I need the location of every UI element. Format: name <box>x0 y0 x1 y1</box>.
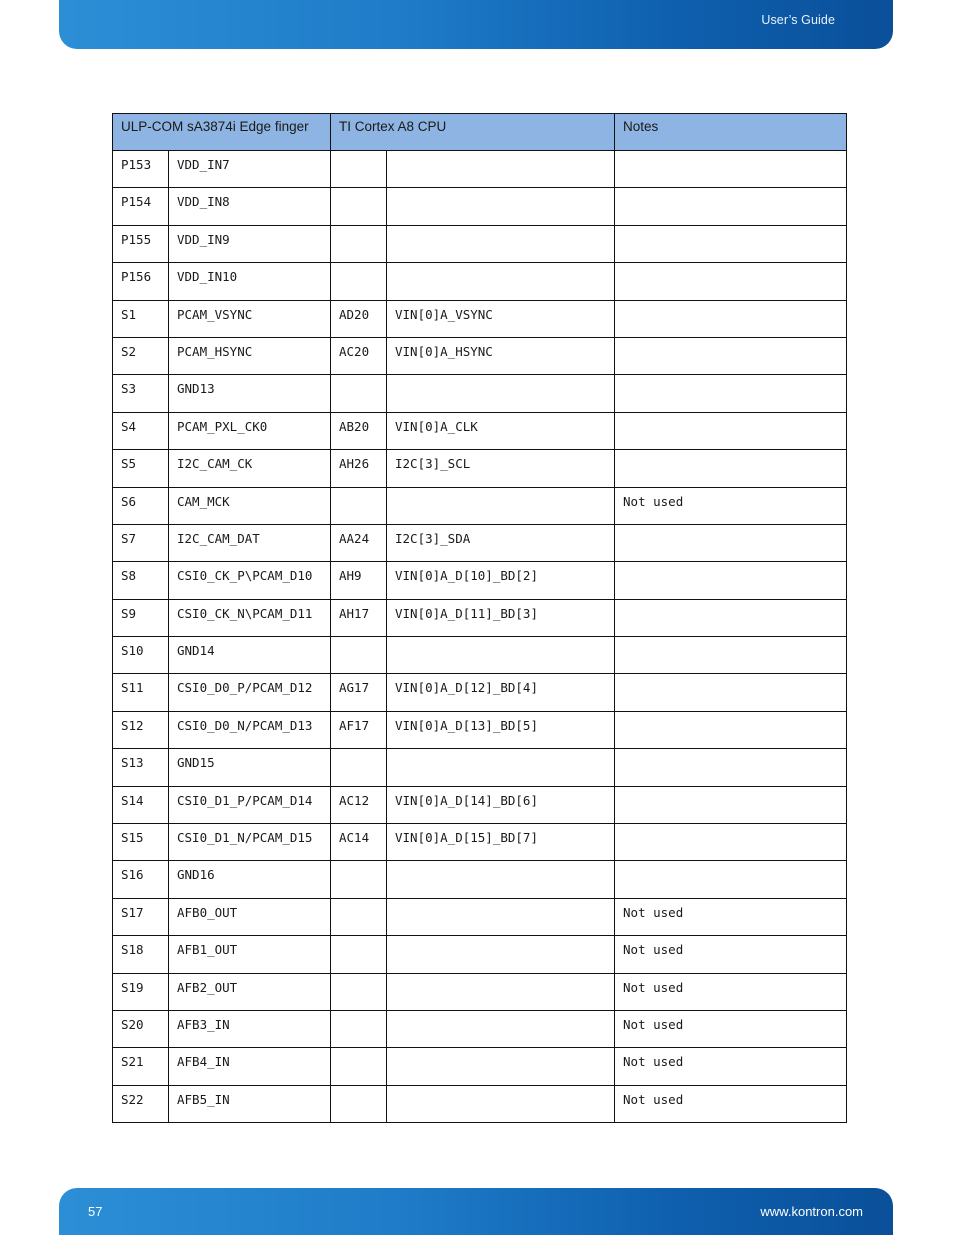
cell-notes: Not used <box>615 487 847 524</box>
cell-pin: S14 <box>113 786 169 823</box>
cell-notes: Not used <box>615 973 847 1010</box>
cell-signal: I2C_CAM_CK <box>169 450 331 487</box>
cell-cpu-ball <box>331 898 387 935</box>
cell-cpu-ball: AG17 <box>331 674 387 711</box>
cell-cpu-ball <box>331 375 387 412</box>
cell-cpu-ball <box>331 861 387 898</box>
cell-notes <box>615 412 847 449</box>
cell-notes <box>615 637 847 674</box>
cell-cpu-signal <box>387 861 615 898</box>
cell-signal: AFB3_IN <box>169 1010 331 1047</box>
table-body <box>113 151 847 1123</box>
table-row <box>113 786 847 823</box>
cell-notes: Not used <box>615 1010 847 1047</box>
table-row <box>113 524 847 561</box>
header-banner <box>59 0 893 49</box>
table-row <box>113 637 847 674</box>
cell-signal: GND16 <box>169 861 331 898</box>
cell-cpu-ball: AH9 <box>331 562 387 599</box>
cell-cpu-ball: AB20 <box>331 412 387 449</box>
table-row <box>113 562 847 599</box>
table-row <box>113 151 847 188</box>
cell-pin: S6 <box>113 487 169 524</box>
cell-signal: PCAM_VSYNC <box>169 300 331 337</box>
cell-cpu-signal: I2C[3]_SDA <box>387 524 615 561</box>
table-header-row <box>113 114 847 151</box>
cell-signal: CSI0_D1_N/PCAM_D15 <box>169 824 331 861</box>
website-link[interactable]: www.kontron.com <box>760 1204 863 1219</box>
table-row <box>113 450 847 487</box>
cell-pin: S4 <box>113 412 169 449</box>
cell-notes <box>615 711 847 748</box>
cell-notes <box>615 375 847 412</box>
cell-signal: AFB2_OUT <box>169 973 331 1010</box>
cell-cpu-signal <box>387 637 615 674</box>
cell-pin: S9 <box>113 599 169 636</box>
cell-cpu-signal <box>387 487 615 524</box>
cell-cpu-signal <box>387 151 615 188</box>
cell-cpu-ball <box>331 151 387 188</box>
cell-pin: P155 <box>113 225 169 262</box>
cell-signal: CSI0_D0_P/PCAM_D12 <box>169 674 331 711</box>
cell-signal: CSI0_CK_N\PCAM_D11 <box>169 599 331 636</box>
cell-notes <box>615 337 847 374</box>
cell-notes: Not used <box>615 1085 847 1122</box>
cell-cpu-signal <box>387 1085 615 1122</box>
cell-cpu-ball <box>331 973 387 1010</box>
cell-cpu-signal <box>387 749 615 786</box>
cell-signal: PCAM_HSYNC <box>169 337 331 374</box>
cell-pin: P154 <box>113 188 169 225</box>
cell-cpu-signal: VIN[0]A_VSYNC <box>387 300 615 337</box>
table-row <box>113 936 847 973</box>
cell-cpu-ball: AF17 <box>331 711 387 748</box>
cell-pin: P153 <box>113 151 169 188</box>
page-number: 57 <box>88 1204 103 1219</box>
cell-cpu-signal <box>387 375 615 412</box>
cell-cpu-signal <box>387 973 615 1010</box>
cell-pin: S15 <box>113 824 169 861</box>
cell-cpu-signal <box>387 898 615 935</box>
cell-pin: S16 <box>113 861 169 898</box>
table-row <box>113 674 847 711</box>
cell-cpu-ball <box>331 225 387 262</box>
cell-notes <box>615 562 847 599</box>
document-type-label: User’s Guide <box>761 13 835 27</box>
footer-banner <box>59 1188 893 1235</box>
cell-notes <box>615 225 847 262</box>
cell-pin: S5 <box>113 450 169 487</box>
cell-notes <box>615 861 847 898</box>
cell-pin: S1 <box>113 300 169 337</box>
header-edge-finger: ULP-COM sA3874i Edge finger <box>113 114 331 151</box>
cell-cpu-ball <box>331 749 387 786</box>
cell-pin: S21 <box>113 1048 169 1085</box>
cell-cpu-ball <box>331 637 387 674</box>
cell-notes: Not used <box>615 898 847 935</box>
header-notes: Notes <box>615 114 847 151</box>
table-row <box>113 711 847 748</box>
cell-cpu-signal <box>387 263 615 300</box>
cell-cpu-signal: VIN[0]A_D[14]_BD[6] <box>387 786 615 823</box>
cell-cpu-signal: VIN[0]A_D[12]_BD[4] <box>387 674 615 711</box>
cell-signal: GND13 <box>169 375 331 412</box>
table-row <box>113 1010 847 1047</box>
cell-cpu-signal: I2C[3]_SCL <box>387 450 615 487</box>
cell-cpu-ball: AA24 <box>331 524 387 561</box>
cell-cpu-ball <box>331 936 387 973</box>
cell-cpu-ball: AH26 <box>331 450 387 487</box>
cell-notes <box>615 263 847 300</box>
cell-notes: Not used <box>615 936 847 973</box>
pin-mapping-table <box>112 113 847 1123</box>
table-row <box>113 300 847 337</box>
cell-cpu-ball: AD20 <box>331 300 387 337</box>
cell-cpu-signal: VIN[0]A_D[11]_BD[3] <box>387 599 615 636</box>
cell-pin: S19 <box>113 973 169 1010</box>
cell-signal: VDD_IN10 <box>169 263 331 300</box>
cell-notes <box>615 524 847 561</box>
header-cpu: TI Cortex A8 CPU <box>331 114 615 151</box>
cell-notes: Not used <box>615 1048 847 1085</box>
cell-notes <box>615 824 847 861</box>
cell-signal: GND14 <box>169 637 331 674</box>
cell-signal: VDD_IN8 <box>169 188 331 225</box>
cell-signal: I2C_CAM_DAT <box>169 524 331 561</box>
cell-pin: S8 <box>113 562 169 599</box>
cell-cpu-signal <box>387 1048 615 1085</box>
cell-cpu-signal <box>387 936 615 973</box>
cell-pin: S17 <box>113 898 169 935</box>
cell-signal: VDD_IN9 <box>169 225 331 262</box>
cell-signal: CSI0_D0_N/PCAM_D13 <box>169 711 331 748</box>
table-row <box>113 412 847 449</box>
cell-signal: GND15 <box>169 749 331 786</box>
cell-notes <box>615 749 847 786</box>
cell-notes <box>615 450 847 487</box>
cell-notes <box>615 151 847 188</box>
cell-pin: S11 <box>113 674 169 711</box>
cell-pin: S22 <box>113 1085 169 1122</box>
cell-cpu-ball <box>331 487 387 524</box>
cell-cpu-ball <box>331 188 387 225</box>
cell-notes <box>615 188 847 225</box>
table-row <box>113 487 847 524</box>
cell-notes <box>615 674 847 711</box>
cell-cpu-signal: VIN[0]A_CLK <box>387 412 615 449</box>
cell-signal: PCAM_PXL_CK0 <box>169 412 331 449</box>
cell-cpu-ball <box>331 263 387 300</box>
table-row <box>113 375 847 412</box>
cell-pin: S18 <box>113 936 169 973</box>
cell-cpu-ball <box>331 1085 387 1122</box>
table-row <box>113 973 847 1010</box>
table-row <box>113 1048 847 1085</box>
cell-cpu-ball: AH17 <box>331 599 387 636</box>
cell-pin: S7 <box>113 524 169 561</box>
table-row <box>113 599 847 636</box>
cell-cpu-signal <box>387 225 615 262</box>
cell-cpu-signal: VIN[0]A_D[15]_BD[7] <box>387 824 615 861</box>
cell-notes <box>615 786 847 823</box>
cell-notes <box>615 300 847 337</box>
cell-signal: AFB0_OUT <box>169 898 331 935</box>
cell-cpu-ball: AC12 <box>331 786 387 823</box>
cell-signal: AFB1_OUT <box>169 936 331 973</box>
cell-cpu-ball: AC20 <box>331 337 387 374</box>
cell-pin: S3 <box>113 375 169 412</box>
cell-notes <box>615 599 847 636</box>
cell-cpu-ball: AC14 <box>331 824 387 861</box>
table-row <box>113 824 847 861</box>
cell-signal: CSI0_D1_P/PCAM_D14 <box>169 786 331 823</box>
cell-pin: S20 <box>113 1010 169 1047</box>
cell-pin: S10 <box>113 637 169 674</box>
table-row <box>113 861 847 898</box>
cell-pin: S2 <box>113 337 169 374</box>
table-row <box>113 188 847 225</box>
cell-pin: P156 <box>113 263 169 300</box>
table-row <box>113 263 847 300</box>
cell-cpu-signal: VIN[0]A_D[13]_BD[5] <box>387 711 615 748</box>
cell-pin: S13 <box>113 749 169 786</box>
cell-cpu-signal: VIN[0]A_HSYNC <box>387 337 615 374</box>
table-row <box>113 225 847 262</box>
table-row <box>113 749 847 786</box>
cell-cpu-ball <box>331 1010 387 1047</box>
cell-cpu-ball <box>331 1048 387 1085</box>
cell-signal: AFB4_IN <box>169 1048 331 1085</box>
cell-cpu-signal <box>387 1010 615 1047</box>
cell-signal: CSI0_CK_P\PCAM_D10 <box>169 562 331 599</box>
cell-cpu-signal: VIN[0]A_D[10]_BD[2] <box>387 562 615 599</box>
table-row <box>113 337 847 374</box>
table-row <box>113 898 847 935</box>
cell-signal: AFB5_IN <box>169 1085 331 1122</box>
table-row <box>113 1085 847 1122</box>
cell-signal: CAM_MCK <box>169 487 331 524</box>
cell-pin: S12 <box>113 711 169 748</box>
cell-signal: VDD_IN7 <box>169 151 331 188</box>
cell-cpu-signal <box>387 188 615 225</box>
